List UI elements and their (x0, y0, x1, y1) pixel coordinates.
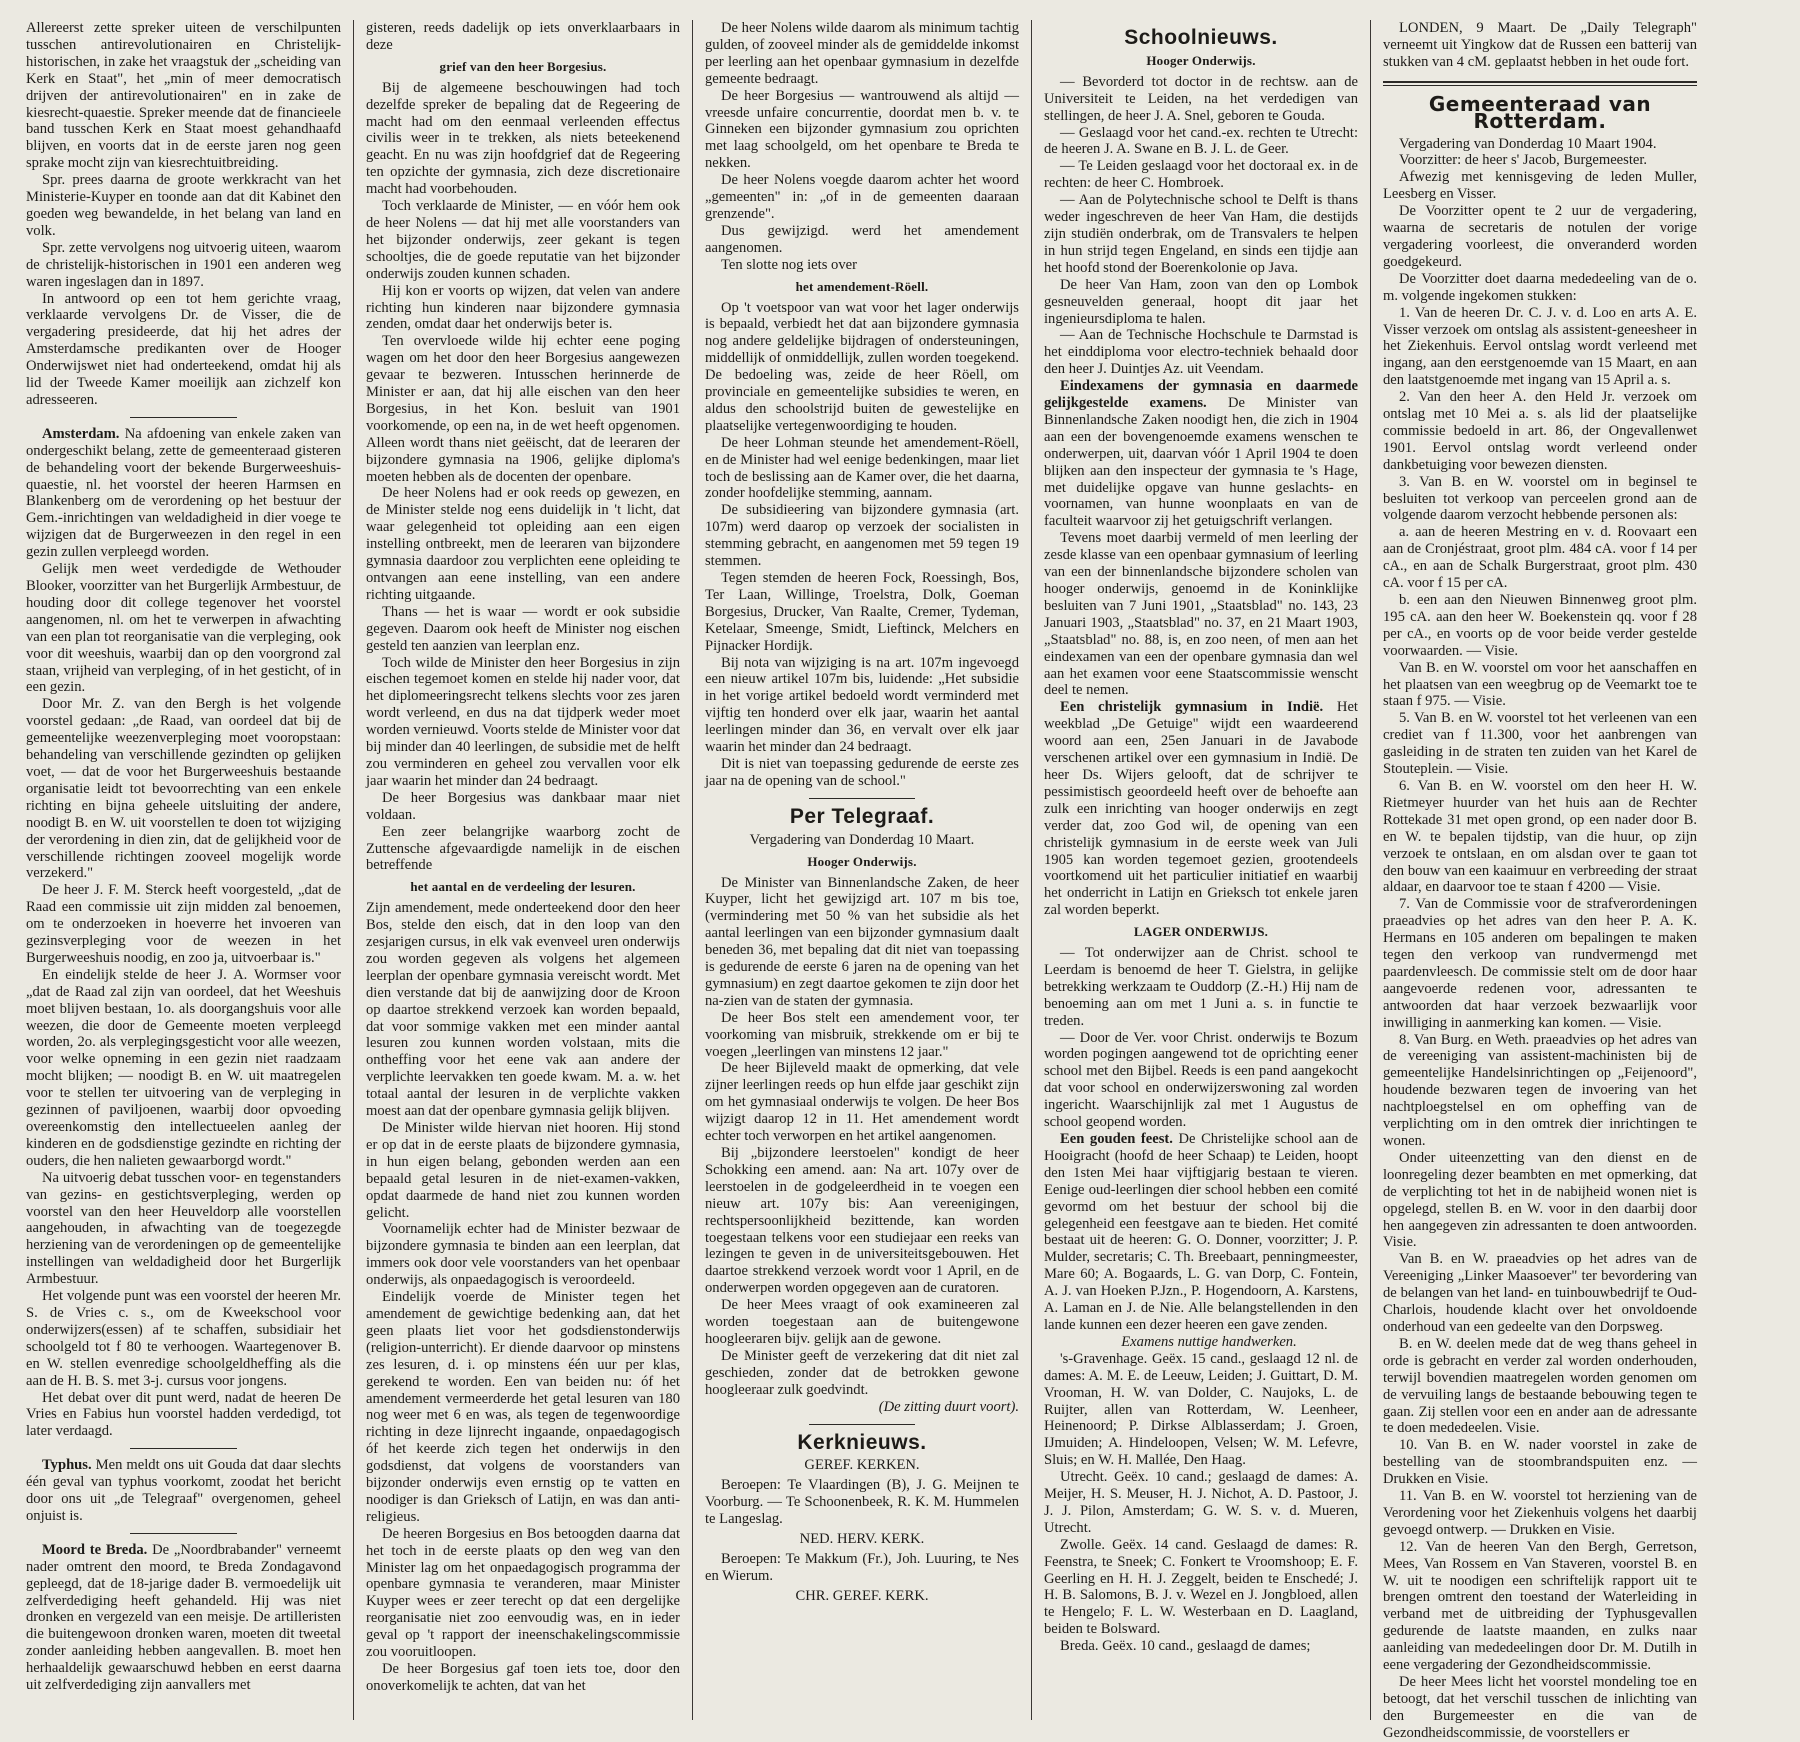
paragraph (705, 1477, 1019, 1528)
paragraph (26, 561, 341, 696)
paragraph-text: Afwezig met kennisgeving de leden Muller, Leesberg en Visser. (1383, 169, 1697, 203)
paragraph-text: Tegen stemden de heeren Fock, Roessingh, Bos, Ter Laan, Willinge, Troelstra, Dolk, Goeman Borgesius, Drucker, Van Raalte, Cremer, Tydeman, Ketelaar, Smeenge, Smidt, Lieftinck, Melchers en Pijnacker Hordijk. (705, 570, 1019, 654)
paragraph-text: 6. Van B. en W. voorstel om den heer H. W. Rietmeyer huurder van het huis aan de Rechter Rottekade 31 met open grond, op een nader door B. en W. te bepalen tijdstip, van die huur, op zijn verzoek te ontslaan, en om alsdan over te gaan tot den bouw van een kaaimuur en verbreeding der straat aldaar, en daarvoor toe te staan f 4200 — Visie. (1383, 777, 1697, 896)
paragraph (26, 426, 341, 561)
paragraph (366, 20, 680, 54)
paragraph (366, 1221, 680, 1289)
paragraph (1383, 389, 1697, 474)
paragraph-text: Na afdoening van enkele zaken van ondergeschikt belang, zette de gemeenteraad gisteren de behandeling voort der bekende Burgerweeshuis-quaestie, nl. het voorstel der heeren Harmsen en Blankenberg om de verordening op het bestuur der Gem.-inrichtingen van weldadigheid in dier voege te wijzigen dat de Burgerweezen in den regel in een gezin zullen verpleegd worden. (26, 425, 341, 561)
paragraph-text: De heer Van Ham, zoon van den op Lombok gesneuvelden generaal, hoopt dit jaar het ingenieursdiploma te halen. (1044, 276, 1358, 327)
paragraph-text: Zwolle. Geëx. 14 cand. Geslaagd de dames: R. Feenstra, te Sneek; C. Fonkert te Vroomshoop; E. F. Geerling en H. H. J. Zeggelt, beiden te Enschedé; J. H. B. Salomons, B. J. v. Wezel en J. Jongbloed, allen te Hengelo; F. L. W. Westerbaan en D. Laagland, beiden te Bolsward. (1044, 1536, 1358, 1638)
paragraph (705, 20, 1019, 88)
paragraph-text: — Bevorderd tot doctor in de rechtsw. aan de Universiteit te Leiden, na het verdedigen van stellingen, de heer J. A. Snel, geboren te Gouda. (1044, 73, 1358, 124)
paragraph-text: Van B. en W. praeadvies op het adres van de Vereeniging „Linker Maasoever" ter bevordering van de belangen van het land- en tuinbouwbedrijf te Oud-Charlois, houdende klacht over het onvoldoende onderhoud van een gedeelte van den Dorpsweg. (1383, 1251, 1697, 1335)
paragraph (1383, 1150, 1697, 1251)
paragraph-text: 11. Van B. en W. voorstel tot herziening van de Verordening voor het Ziekenhuis volgens het daarbij gevoegd ontwerp. — Drukken en Visie. (1383, 1488, 1697, 1538)
paragraph (366, 824, 680, 875)
paragraph-text: b. een aan den Nieuwen Binnenweg groot plm. 195 cA. aan den heer W. Boekenstein qq. voor f 28 per cA., en voorts op de voor beide verder gestelde voorwaarden. — Visie. (1383, 592, 1697, 659)
subheading-italic: Examens nuttige handwerken. (1121, 1333, 1297, 1350)
column-container (14, 20, 1786, 1741)
newspaper-column-3 (692, 20, 1031, 1720)
paragraph (705, 570, 1019, 655)
section-heading: Per Telegraaf. (789, 804, 935, 828)
paragraph (705, 1348, 1019, 1399)
subheading: Hooger Onderwijs. (1146, 52, 1256, 68)
paragraph (705, 257, 1019, 274)
paragraph-text: De heer Nolens voegde daarom achter het woord „gemeenten" in: „of in de gemeenten daaraan grenzende". (705, 172, 1019, 222)
paragraph-text: 3. Van B. en W. voorstel om in beginsel te besluiten tot verkoop van perceelen grond aan de volgende daarom verzocht hebbende personen als: (1383, 473, 1697, 524)
paragraph-lead: Een christelijk gymnasium in Indië. (1060, 699, 1324, 716)
paragraph-text: De „Noordbrabander" verneemt nader omtrent den moord, te Breda Zondagavond gepleegd, dat de 18-jarige dader B. vermoedelijk uit zelfverdediging heeft gehandeld. Hij was niet dronken en vergezeld van een meisje. De artilleristen die buitengewoon dronken waren, moeten dit tweetal zonder aanleiding hebben aangevallen. B. moet hen herhaaldelijk gewaarschuwd hebben en eerst daarna uit zelfverdediging zijn aanvallers met (26, 1541, 341, 1694)
section-heading: Gemeenteraad van Rotterdam. (1428, 91, 1652, 133)
paragraph-text: gisteren, reeds dadelijk op iets onverklaarbaars in deze (366, 20, 680, 53)
paragraph (705, 435, 1019, 503)
paragraph (1044, 530, 1358, 699)
paragraph (1383, 1539, 1697, 1674)
newspaper-column-4 (1031, 20, 1370, 1720)
paragraph-text: De heer Nolens wilde daarom als minimum tachtig gulden, of zooveel minder als de gemiddelde inkomst per leerling aan het openbaar gymnasium in dezelfde gemeente bedraagt. (705, 20, 1019, 87)
paragraph (26, 240, 341, 291)
paragraph-text: — Geslaagd voor het cand.-ex. rechten te Utrecht: de heeren J. A. Swane en B. J. L. de Geer. (1044, 124, 1358, 158)
paragraph-text: Allereerst zette spreker uiteen de verschilpunten tusschen antirevolutionairen en Christelijk-historischen, in zake het vraagstuk der „scheiding van Kerk en Staat", het „min of meer democratisch drijven der antirevolutionairen" en in zake de kiesrecht-quaestie. Spreker meende dat de financieele band tusschen Kerk en Staat moest gehandhaafd blijven, en voorts dat in de eerste jaren nog geen sprake mocht zijn van kiesrechtuitbreiding. (26, 20, 341, 172)
paragraph-text: Utrecht. Geëx. 10 cand.; geslaagd de dames: A. Meijer, H. S. Meuser, H. J. Nichot, A. D. Pastoor, J. J. J. Pilon, Amsterdam; G. W. S. v. d. Mueren, Utrecht. (1044, 1469, 1358, 1536)
paragraph (1044, 277, 1358, 328)
paragraph-text: Van B. en W. voorstel om voor het aanschaffen en het plaatsen van een weegbrug op de Veemarkt toe te staan f 975. — Visie. (1383, 659, 1697, 710)
paragraph (1383, 1674, 1697, 1742)
paragraph-text: De Voorzitter opent te 2 uur de vergadering, waarna de secretaris de notulen der vorige vergadering voorleest, die onveranderd worden goedgekeurd. (1383, 203, 1697, 270)
paragraph (1383, 152, 1697, 169)
paragraph-text: a. aan de heeren Mestring en v. d. Roovaart een aan de Cronjéstraat, groot plm. 484 cA. voor f 14 per cA., en aan de Schalk Burgerstraat, groot plm. 430 cA. voor f 15 per cA. (1383, 524, 1697, 592)
paragraph-text: B. en W. deelen mede dat de weg thans geheel in orde is gebracht en verder zal worden onderhouden, terwijl bovendien maatregelen worden genomen om de vervuiling langs de bestaande bebouwing tegen te gaan. Zij stellen voor een en ander aan de adressante te doen mededeelen. Visie. (1383, 1335, 1697, 1437)
subheading: LAGER ONDERWIJS. (1133, 924, 1269, 940)
subheading-plain: Vergadering van Donderdag 10 Maart. (749, 831, 975, 848)
paragraph (705, 1060, 1019, 1145)
paragraph-text: Spr. prees daarna de groote werkkracht van het Ministerie-Kuyper en toonde aan dat dit Kabinet den goeden weg bewandelde, in het belang van land en volk. (26, 172, 341, 239)
paragraph-text: De heer Mees licht het voorstel mondeling toe en betoogt, dat het verschil tusschen de inlichting van den Burgemeester en die van de Gezondheidscommissie, de voorstellers er (1383, 1674, 1697, 1741)
paragraph (705, 655, 1019, 756)
paragraph-text: De heer Nolens had er ook reeds op gewezen, en de Minister stelde nog eens duidelijk in 't licht, dat waar gelegenheid tot opleiding aan een eigen instelling ontbreekt, men de leeraren van bijzondere gymnasia daardoor zou verplichten eene opleiding te ontvangen aan eene instelling, van een andere richting uitgaande. (366, 485, 680, 603)
section-divider (809, 1424, 916, 1425)
paragraph (705, 88, 1019, 173)
paragraph (26, 967, 341, 1170)
paragraph-text: Zijn amendement, mede onderteekend door den heer Bos, stelde den eisch, dat in den loop van den zesjarigen cursus, in elk vak evenveel uren onderwijs zou worden gegeven als volgens het algemeen leerplan der openbare gymnasia vereischt wordt. Met dien verstande dat bij de aanwijzing door de Kroon op daartoe strekkend verzoek kan worden bepaald, dat voor sommige vakken met een minder aantal lesuren zou kunnen worden volstaan, mits die ontheffing voor het eene vak aan andere der verplichte leervakken ten goede kwam. M. a. w. het totaal aantal der lesuren in de verplichte vakken moest aan dat der openbare gymnasia gelijk blijven. (366, 900, 680, 1120)
paragraph (705, 1010, 1019, 1061)
paragraph-text: In antwoord op een tot hem gerichte vraag, verklaarde vervolgens Dr. de Visser, die de vergadering presideerde, dat hij het adres der Amsterdamsche predikanten over de Hooger Onderwijswet niet had onderteekend, omdat hij als lid der Tweede Kamer moeilijk aan zichzelf kon adresseeren. (26, 290, 341, 408)
paragraph-text: Dit is niet van toepassing gedurende de eerste zes jaar na de opening van de school." (705, 755, 1019, 789)
paragraph-text: Onder uiteenzetting van den dienst en de loonregeling dezer beambten en met opmerking, dat de verplichting tot het in de nabijheid wonen niet is opgelegd, stellen B. en W. voor in den daarbij door hen aangegeven zin adressanten te doen antwoorden. Visie. (1383, 1149, 1697, 1251)
paragraph-text: Bij nota van wijziging is na art. 107m ingevoegd een nieuw artikel 107m bis, luidende: „Het subsidie in het vorige artikel bedoeld wordt verminderd met vijftig ten honderd over elk jaar, waarin het aantal leerlingen minder dan 36, en vervalt over elk jaar waarin het minder dan 24 bedraagt. (705, 654, 1019, 756)
paragraph-text: 's-Gravenhage. Geëx. 15 cand., geslaagd 12 nl. de dames: A. M. E. de Leeuw, Leiden; J. Guittart, D. M. Vrooman, H. W. van Dolder, C. Naujoks, L. de Ruijter, allen van Rotterdam, W. Leenheer, Heinenoord; P. Dirkse Alblasserdam; J. Groen, IJmuiden; A. Hindeloopen, Velsen; W. M. Lefevre, Sluis; en W. H. Mallée, Den Haag. (1044, 1350, 1358, 1469)
paragraph (1383, 20, 1697, 71)
paragraph-text: 2. Van den heer A. den Held Jr. verzoek om ontslag met 10 Mei a. s. als lid der plaatselijke commissie bedoeld in art. 86, der Ongevallenwet 1901. Eervol ontslag wordt verleend onder dankbetuiging voor bewezen diensten. (1383, 389, 1697, 473)
paragraph (1383, 136, 1697, 153)
paragraph-text: Ten overvloede wilde hij echter eene poging wagen om het door den heer Borgesius aangewezen gevaar te bezweren. Intusschen herinnerde de Minister er aan, dat hij alle eischen van den heer Borgesius, in het Kon. besluit van 1901 voorkomende, op een na, in de wet heeft opgenomen. Alleen wordt thans niet geëischt, dat de leeraren der bijzondere gymnasia na 1906, gelijke diploma's moeten hebben als de docenten der openbare. (366, 333, 680, 485)
paragraph-text: — Te Leiden geslaagd voor het doctoraal ex. in de rechten: de heer C. Hombroek. (1044, 158, 1358, 192)
paragraph (1044, 125, 1358, 159)
paragraph (705, 300, 1019, 435)
paragraph (1383, 778, 1697, 896)
paragraph (1044, 74, 1358, 125)
paragraph-text: De Minister geeft de verzekering dat dit niet zal geschieden, zonder dat de betrokken gewone hoogleeraar zulk goedvindt. (705, 1347, 1019, 1398)
paragraph (1383, 710, 1697, 778)
paragraph (1383, 896, 1697, 1031)
subheading: het amendement-Röell. (795, 278, 929, 294)
paragraph-text: De heer Lohman steunde het amendement-Röell, en de Minister had wel eenige bedenkingen, maar liet toch de beslissing aan de Kamer over, die het daarna, zonder hoofdelijke stemming, aannam. (705, 434, 1019, 502)
paragraph (1383, 169, 1697, 203)
paragraph (366, 604, 680, 655)
section-divider (809, 798, 916, 799)
paragraph-text: 5. Van B. en W. voorstel tot het verleenen van een crediet van f 11.300, voor het aanbrengen van gasleiding in de straten ten zuiden van het Karel de Stouteplein. — Visie. (1383, 710, 1697, 778)
paragraph-text: De Minister van Binnenlandsche Zaken, de heer Kuyper, licht het gewijzigd art. 107 m bis toe, (vermindering met 50 % van het subsidie als het aantal leerlingen van een bijzonder gymnasium daalt beneden 36, met bepaling dat dit niet van toepassing is gedurende de eerste 6 jaren na de opening van het gymnasium) en zegt daartoe gekomen te zijn door het na-zien van de staten der gymnasia. (705, 874, 1019, 1009)
paragraph (1044, 699, 1358, 919)
newspaper-column-5 (1370, 20, 1709, 1741)
paragraph-text: 1. Van de heeren Dr. C. J. v. d. Loo en arts A. E. Visser verzoek om ontslag als assistent-geneesheer in het Ziekenhuis. Eervol ontslag wordt verleend met ingang, aan den eerstgenoemde van 15 Maart, en aan den laatstgenoemde met ingang van 15 April a. s. (1383, 304, 1697, 389)
paragraph (1044, 192, 1358, 277)
paragraph (1383, 524, 1697, 592)
paragraph-text: Het debat over dit punt werd, nadat de heeren De Vries en Fabius hun voorstel hadden verdedigd, tot later verdaagd. (26, 1389, 341, 1440)
paragraph-text: — Aan de Polytechnische school te Delft is thans weder ingeschreven de heer Van Ham, die destijds zijn studiën onderbrak, om de Transvalers te helpen in hun strijd tegen Engeland, en sinds een tijdje aan het hoofd stond der Boerenkolonie op Java. (1044, 192, 1358, 276)
paragraph (705, 1551, 1019, 1585)
paragraph (366, 655, 680, 790)
paragraph (1044, 945, 1358, 1030)
section-heading: Kerknieuws. (797, 1430, 927, 1454)
paragraph-text: Na uitvoerig debat tusschen voor- en tegenstanders van gezins- en gestichtsverpleging, werden op voorstel van den heer Heuveldorp alle voorstellen aangehouden, in afwachting van de toegezegde herziening van de verordeningen op de gemeentelijke instellingen van weldadigheid door het Burgerlijk Armbestuur. (26, 1169, 341, 1288)
subheading-plain: GEREF. KERKEN. (804, 1457, 920, 1474)
paragraph (26, 1170, 341, 1288)
paragraph (705, 223, 1019, 257)
paragraph (366, 1526, 680, 1661)
paragraph-text: Voorzitter: de heer s' Jacob, Burgemeester. (1399, 152, 1648, 169)
paragraph-text: Op 't voetspoor van wat voor het lager onderwijs is bepaald, verbiedt het dat aan bijzondere gymnasia nog andere geldelijke bijdragen of ondersteuningen, middellijk of onmiddellijk, zullen worden toegekend. De bedoeling was, zeide de heer Röell, om provinciale en gemeentelijke subsidies te weren, en aldus den schoolstrijd buiten de gewestelijke en plaatselijke vertegenwoordiging te houden. (705, 299, 1019, 434)
paragraph-text: 8. Van Burg. en Weth. praeadvies op het adres van de vereeniging van assistent-machinisten bij de gemeentelijke Handelsinrichtingen op „Feijenoord", houdende bezwaren tegen de invoering van het nachtploegstelsel en om opheffing van de verplichting om in den omtrek dier inrichtingen te wonen. (1383, 1031, 1697, 1149)
paragraph-lead: Typhus. (42, 1457, 92, 1474)
paragraph-text: Ten slotte nog iets over (721, 256, 857, 273)
paragraph-text: Hij kon er voorts op wijzen, dat velen van andere richting hun kinderen naar bijzondere gymnasia zenden, omdat daar het onderwijs beter is. (366, 282, 680, 333)
paragraph (1044, 327, 1358, 378)
paragraph (1383, 1032, 1697, 1150)
section-divider (130, 1533, 237, 1534)
paragraph (366, 1289, 680, 1526)
paragraph-text: Toch verklaarde de Minister, — en vóór hem ook de heer Nolens — dat hij met alle voorstanders van het bijzonder onderwijs, zeer gekant is tegen schooltjes, die de goede reputatie van het bijzonder onderwijs zouden kunnen schaden. (366, 198, 680, 282)
paragraph (1383, 271, 1697, 305)
paragraph-text: 12. Van de heeren Van den Bergh, Gerretson, Mees, Van Rossem en Van Staveren, voorstel B. en W. uit te noodigen een schriftelijk rapport uit te brengen omtrent den toestand der Waterleiding in verband met de uitbreiding der Typhusgevallen gedurende de laatste maanden, en zulks naar aanleiding van mededeelingen door Dr. M. Dutilh in eene vergadering der Gezondheidscommissie. (1383, 1538, 1697, 1674)
closing-note: (De zitting duurt voort). (878, 1398, 1019, 1415)
paragraph-text: Vergadering van Donderdag 10 Maart 1904. (1399, 135, 1657, 152)
paragraph (26, 1457, 341, 1525)
paragraph (1383, 1251, 1697, 1336)
paragraph (26, 172, 341, 240)
paragraph-text: De heer Borgesius was dankbaar maar niet voldaan. (366, 789, 680, 823)
paragraph-text: — Aan de Technische Hochschule te Darmstad is het einddiploma voor electro-techniek behaald door den heer J. Duintjes Az. uit Veendam. (1044, 327, 1358, 378)
paragraph (1383, 1488, 1697, 1539)
paragraph (1044, 1351, 1358, 1469)
paragraph (366, 80, 680, 198)
paragraph-text: De heeren Borgesius en Bos betoogden daarna dat het toch in de eerste plaats op den weg van den Minister lag om het onpaedagogisch programma der openbare gymnasia te veranderen, maar Minister Kuyper wees er zeer terecht op dat een dergelijke reorganisatie niet zoo eenvoudig was, en in ieder geval op 't rapport der ineenschakelingscommissie zou vooruitloopen. (366, 1525, 680, 1661)
paragraph-text: LONDEN, 9 Maart. De „Daily Telegraph" verneemt uit Yingkow dat de Russen een batterij van stukken van 4 cM. geplaatst hebben in het oude fort. (1383, 20, 1697, 70)
paragraph-text: — Tot onderwijzer aan de Christ. school te Leerdam is benoemd de heer T. Gielstra, in gelijke betrekking werkzaam te Ouddorp (Z.-H.) Hij nam de benoeming aan om met 1 Juni a. s. in functie te treden. (1044, 945, 1358, 1029)
paragraph-text: Tevens moet daarbij vermeld of men leerling der zesde klasse van een openbaar gymnasium of leerling van een der binnenlandsche bijzondere scholen van hooger onderwijs, genoemd in de Koninklijke besluiten van 7 Juni 1901, „Staatsblad" no. 143, 23 Januari 1903, „Staatsblad" no. 37, en 21 Maart 1903, „Staatsblad" no. 88, is, en zoo neen, of men aan het eindexamen van een der openbare gymnasia dan wel aan het examen voor eene Staatscommissie wenscht deel te nemen. (1044, 530, 1358, 699)
paragraph (1383, 592, 1697, 660)
paragraph (366, 485, 680, 603)
paragraph-text: 10. Van B. en W. nader voorstel in zake de bestelling van de stoombrandspuiten enz. — Drukken en Visie. (1383, 1437, 1697, 1488)
paragraph-text: Gelijk men weet verdedigde de Wethouder Blooker, voorzitter van het Burgerlijk Armbestuur, de houding door dit college tegenover het voorstel aangenomen, nl. om het te verwerpen in afwachting van een plan tot reorganisatie van die verpleging, ook voor dit weeshuis, waarbij dan op den voorgrond zal staan, vrijheid van verpleging, of in het gesticht, of in een gezin. (26, 561, 341, 696)
paragraph (366, 1120, 680, 1221)
paragraph-text: Beroepen: Te Makkum (Fr.), Joh. Luuring, te Nes en Wierum. (705, 1550, 1019, 1584)
paragraph (1383, 1336, 1697, 1437)
subheading-plain: CHR. GEREF. KERK. (795, 1587, 929, 1604)
paragraph (26, 1390, 341, 1441)
paragraph (1044, 378, 1358, 530)
paragraph-text: Beroepen: Te Vlaardingen (B), J. G. Meijnen te Voorburg. — Te Schoonenbeek, R. K. M. Hummelen te Langeslag. (705, 1477, 1019, 1528)
paragraph-text: Men meldt ons uit Gouda dat daar slechts één geval van typhus voorkomt, zoodat het bericht door ons uit „de Telegraaf" overgenomen, geheel onjuist is. (26, 1457, 341, 1524)
section-heading: Schoolnieuws. (1124, 26, 1278, 49)
paragraph-text: Toch wilde de Minister den heer Borgesius in zijn eischen tegemoet komen en stelde hij nader voor, dat het diplomeeringsrecht telkens slechts voor zes jaren wordt verleend, en dus na dat tijdperk weder moet worden vernieuwd. Voorts stelde de Minister voor dat bij minder dan 40 leerlingen, de subsidie met de helft zou verminderen en geheel zou vervallen voor elk jaar waarin het minder dan 24 bedraagt. (366, 654, 680, 789)
paragraph-text: Het weekblad „De Getuige" wijdt een waardeerend woord aan een, 25en Januari in de Javabode verschenen artikel over een gymnasium in Indië. De heer Ds. Wijers gelooft, dat de schrijver te pessimistisch geoordeeld heeft over de behoefte aan zulk een inrichting van hooger onderwijs en zegt verder dat, zoo God wil, de opening van een christelijk gymnasium in de eerste week van Juli 1905 kan worden tegemoet gezien, grootendeels voortkomend uit het particulier initiatief en waarbij het onderricht in Latijn en Grieksch tot enkele jaren zal worden beperkt. (1044, 699, 1358, 919)
paragraph-text: Bij „bijzondere leerstoelen" kondigt de heer Schokking een amend. aan: Na art. 107y over de leerstoelen in de godgeleerdheid in te voegen een nieuw art. 107y bis: Aan vereenigingen, rechtspersoonlijkheid bezittende, kan worden toegestaan telkens voor een studiejaar een reeks van lezingen te geven in de universiteitsgebouwen. Het daartoe strekkend verzoek wordt voor 1 April, en de onderwerpen worden opgegeven aan de curatoren. (705, 1145, 1019, 1297)
paragraph (366, 790, 680, 824)
paragraph-text: Door Mr. Z. van den Bergh is het volgende voorstel gedaan: „de Raad, van oordeel dat bij de gemeentelijke weezenverpleging moet vooropstaan: behandeling van verschillende gezindten op gelijken voet, — dat de voor het Burgerweeshuis bestaande organisatie leidt tot bevoorrechting van een enkele richting en bijna geheele uitsluiting der andere, noodigt B. en W. uit voorstellen te doen tot wijziging der verordening in dien zin, dat de gelijkheid voor de verschillende richtingen zooveel mogelijk worde verzekerd." (26, 696, 341, 882)
paragraph (1044, 1469, 1358, 1537)
subheading: het aantal en de verdeeling der lesuren. (410, 879, 636, 895)
paragraph (366, 900, 680, 1120)
paragraph-text: De heer J. F. M. Sterck heeft voorgesteld, „dat de Raad een commissie uit zijn midden zal benoemen, om te onderzoeken in hoeverre het invoeren van gezinsverpleging voor de weezen in het Burgerweeshuis noodig, en zoo ja, uitvoerbaar is." (26, 882, 341, 966)
paragraph-text: Voornamelijk echter had de Minister bezwaar de bijzondere gymnasia te binden aan een leerplan, dat immers ook door vele voorstanders van het openbaar onderwijs, als onpaedagogisch is veroordeeld. (366, 1221, 680, 1289)
section-divider-double (1383, 81, 1697, 86)
paragraph (26, 696, 341, 882)
section-divider (130, 1448, 237, 1449)
paragraph-text: De heer Bijleveld maakt de opmerking, dat vele zijner leerlingen reeds op hun elfde jaar geschikt zijn om het gymnasiaal onderwijs te volgen. De heer Bos wijzigt daarop 12 in 11. Het amendement wordt echter toch verworpen en het artikel aangenomen. (705, 1060, 1019, 1145)
paragraph-text: Breda. Geëx. 10 cand., geslaagd de dames; (1060, 1638, 1311, 1655)
paragraph-text: En eindelijk stelde de heer J. A. Wormser voor „dat de Raad zal zijn van oordeel, dat het Weeshuis moet blijven bestaan, 1o. als doorgangshuis voor alle weezen, die door de Gemeente moeten verpleegd worden, 2o. als verplegingsgesticht voor alle weezen, voor welke opneming in een gezin niet raadzaam mocht blijken; — noodigt B. en W. uit maatregelen voor te stellen ter uitvoering van de verpleging in gezinnen of paviljoenen, waarbij door opvoeding overeenkomstig den intellectueelen aanleg der kinderen en de godsdienstige gezindte en richting der ouders, die hen nalieten gewaarborgd wordt." (26, 966, 341, 1169)
paragraph (26, 1542, 341, 1694)
paragraph (705, 875, 1019, 1010)
paragraph (705, 1297, 1019, 1348)
paragraph (366, 198, 680, 283)
paragraph (1383, 203, 1697, 271)
paragraph (26, 882, 341, 967)
paragraph (1044, 1030, 1358, 1131)
section-divider (130, 417, 237, 418)
paragraph-text: Thans — het is waar — wordt er ook subsidie gegeven. Daarom ook heeft de Minister nog eischen gesteld ten aanzien van leerplan enz. (366, 603, 680, 654)
paragraph-text: Spr. zette vervolgens nog uitvoerig uiteen, waarom de christelijk-historischen in 1901 een anderen weg waren ingeslagen dan in 1897. (26, 239, 341, 290)
paragraph-text: De heer Borgesius — wantrouwend als altijd — vreesde unfaire concurrentie, doordat men b. v. te Ginneken een bijzonder gymnasium zou oprichten met laag schoolgeld, om het openbare te Breda te nekken. (705, 87, 1019, 172)
paragraph-text: Het volgende punt was een voorstel der heeren Mr. S. de Vries c. s., om de Kweekschool voor onderwijzers(essen) af te schaffen, subsidiair het schoolgeld tot f 80 te verhoogen. Waartegenover B. en W. stellen evenredige schoolgeldheffing als die aan de H. B. S. met 3-j. cursus voor jongens. (26, 1288, 341, 1389)
paragraph-text: De subsidieering van bijzondere gymnasia (art. 107m) werd daarop op verzoek der socialisten in stemming gebracht, en aangenomen met 59 tegen 19 stemmen. (705, 502, 1019, 570)
paragraph-text: De heer Borgesius gaf toen iets toe, door den onoverkomelijk te achten, dat van het (366, 1661, 680, 1694)
paragraph (705, 502, 1019, 570)
paragraph (1383, 1437, 1697, 1488)
paragraph-text: — Door de Ver. voor Christ. onderwijs te Bozum worden pogingen aangewend tot de oprichting eener school met den Bijbel. Reeds is een pand aangekocht dat voor school en onderwijzerswoning zal worden ingericht. Waarschijnlijk zal met 1 Augustus de school geopend worden. (1044, 1029, 1358, 1131)
paragraph-text: De Voorzitter doet daarna mededeeling van de o. m. volgende ingekomen stukken: (1383, 270, 1697, 304)
paragraph (366, 283, 680, 334)
paragraph-lead: Amsterdam. (42, 425, 120, 442)
paragraph (705, 1145, 1019, 1297)
newspaper-column-2 (353, 20, 692, 1720)
paragraph-lead: Eindexamens der gymnasia en daarmede gelijkgestelde examens. (1044, 378, 1358, 412)
paragraph (26, 291, 341, 409)
paragraph-text: 7. Van de Commissie voor de strafverordeningen praeadvies op het adres van den heer P. A. K. Hermans en 105 anderen om bepalingen te maken tegen den verkoop van rundvermengd met paardenvleesch. De commissie stelt om de door haar aangevoerde redenen voor, adressanten te antwoorden dat haar verzoek bezwaarlijk voor inwilliging in aanmerking kan komen. — Visie. (1383, 896, 1697, 1031)
newspaper-column-1 (14, 20, 353, 1720)
paragraph-text: De Minister van Binnenlandsche Zaken noodigt hen, die zich in 1904 aan een der bovengenoemde examens wenschen te onderwerpen, uit, daarvan vóór 1 April 1904 te doen blijken aan den inspecteur der gymnasia te 's Hage, met duidelijke opgave van hunne geslachts- en voornamen, van hunne woonplaats en van de faculteit waarvoor zij het getuigschrift verlangen. (1044, 395, 1358, 530)
paragraph (26, 1288, 341, 1389)
subheading-plain: NED. HERV. KERK. (799, 1531, 925, 1548)
paragraph (1044, 1638, 1358, 1655)
paragraph (26, 20, 341, 172)
paragraph-lead: Moord te Breda. (42, 1541, 148, 1558)
paragraph-text: Bij de algemeene beschouwingen had toch dezelfde spreker de bepaling dat de Regeering de macht had om den eenmaal verleenden effectus civilis weer in te trekken, als niets beteekenend geacht. En nu was zijn hoofdgrief dat de Regeering ten opzichte der gymnasia, zich deze discretionaire macht had voorbehouden. (366, 79, 680, 198)
paragraph (1383, 660, 1697, 711)
paragraph (1044, 1537, 1358, 1638)
paragraph-text: De heer Mees vraagt of ook examineeren zal worden toegestaan aan de buitengewone hoogleeraren bijv. gelijk aan de gewone. (705, 1297, 1019, 1347)
paragraph-text: Een zeer belangrijke waarborg zocht de Zuttensche afgevaardigde namelijk in de eischen betreffende (366, 823, 680, 874)
paragraph-text: Dus gewijzigd. werd het amendement aangenomen. (705, 222, 1019, 256)
paragraph-text: De heer Bos stelt een amendement voor, ter voorkoming van misbruik, strekkende om er bij te voegen „leerlingen van minstens 12 jaar." (705, 1009, 1019, 1060)
paragraph-text: Eindelijk voerde de Minister tegen het amendement de gewichtige bedenking aan, dat het geen plaats liet voor het godsdienstonderwijs (religion-unterricht). Er diende daarvoor op minstens zes lesuren, d. i. op minstens één uur per klas, gerekend te worden. Een van beiden nu: óf het amendement vermeerderde het getal lesuren van 180 nog weer met 6 en was, als tegen de tegenwoordige richting in deze lijnrecht ingaande, onpaedagogisch óf het keerde zich tegen het onderwijs in den godsdienst, dat volgens de voorstanders van bijzonder onderwijs even ernstig op te vatten en noodiger is dan Grieksch of Latijn, en was dan anti-religieus. (366, 1289, 680, 1525)
paragraph (366, 333, 680, 485)
paragraph (1383, 474, 1697, 525)
paragraph (705, 172, 1019, 223)
paragraph (705, 756, 1019, 790)
paragraph (1044, 158, 1358, 192)
subheading: grief van den heer Borgesius. (439, 58, 607, 74)
paragraph (1044, 1131, 1358, 1334)
paragraph (1383, 305, 1697, 390)
paragraph (366, 1661, 680, 1695)
paragraph-text: De Christelijke school aan de Hooigracht (hoofd de heer Schaap) te Leiden, hoopt den 1sten Mei haar vijftigjarig bestaan te vieren. Eenige oud-leerlingen dier school hebben een comité gevormd om het bestuur der school bij die gelegenheid een feestgave aan te bieden. Het comité bestaat uit de heeren: G. O. Donner, voorzitter; J. P. Mulder, secretaris; C. Th. Breebaart, penningmeester, Mare 60; A. Bogaards, L. G. van Dorp, C. Fontein, A. J. van Hoeken P.Jzn., P. Hogendoorn, A. Karstens, A. Laman en J. de Nie. Alle belangstellenden in den lande kunnen een dezer heeren een gave zenden. (1044, 1131, 1358, 1333)
paragraph-text: De Minister wilde hiervan niet hooren. Hij stond er op dat in de eerste plaats de bijzondere gymnasia, in hun eigen belang, gebonden werden aan een bepaald getal lesuren in de niet-examen-vakken, opdat daarmede de hand niet zou kunnen worden gelicht. (366, 1120, 680, 1221)
paragraph-lead: Een gouden feest. (1060, 1131, 1173, 1147)
subheading: Hooger Onderwijs. (807, 853, 917, 869)
